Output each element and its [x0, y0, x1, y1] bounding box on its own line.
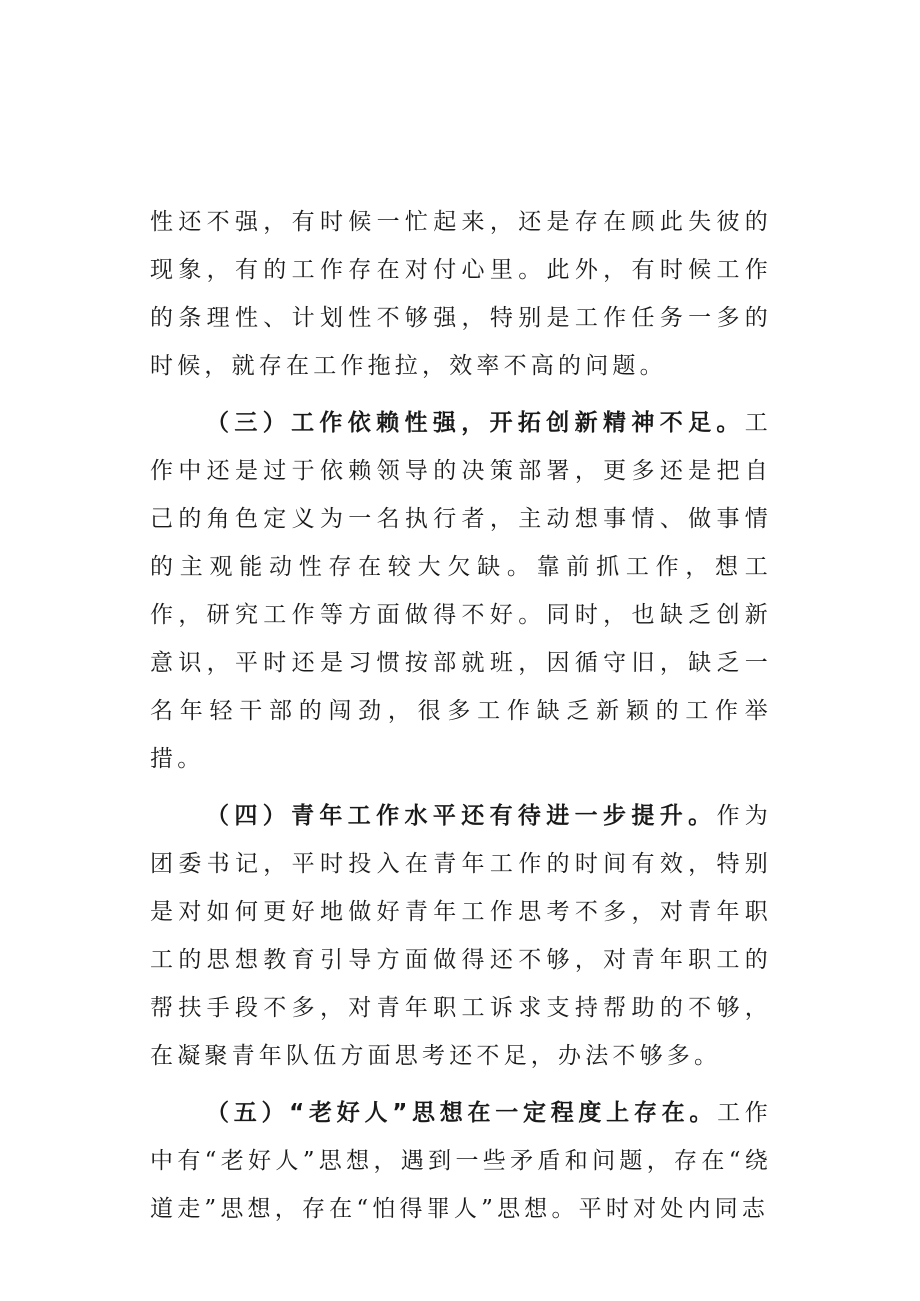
paragraph-section-3: [150, 399, 772, 783]
paragraph-text: 作为团委书记，平时投入在青年工作的时间有效，特别是对如何更好地做好青年工作思考不多，对青年职工的思想教育引导方面做得还不够，对青年职工的帮扶手段不多，对青年职工诉求支持帮助的不够，在凝聚青年队伍方面思考还不足，办法不够多。: [150, 803, 772, 1069]
section-heading-3: （三）工作依赖性强，开拓创新精神不足。: [206, 410, 745, 436]
paragraph-continuation: [150, 198, 772, 390]
paragraph-text: 性还不强，有时候一忙起来，还是存在顾此失彼的现象，有的工作存在对付心里。此外，有时候工作的条理性、计划性不够强，特别是工作任务一多的时候，就存在工作拖拉，效率不高的问题。: [150, 209, 772, 379]
paragraph-text: 工作中还是过于依赖领导的决策部署，更多还是把自己的角色定义为一名执行者，主动想事情、做事情的主观能动性存在较大欠缺。靠前抓工作，想工作，研究工作等方面做得不好。同时，也缺乏创新意识，平时还是习惯按部就班，因循守旧，缺乏一名年轻干部的闯劲，很多工作缺乏新颖的工作举措。: [150, 410, 772, 772]
paragraph-section-4: [150, 792, 772, 1080]
section-heading-4: （四）青年工作水平还有待进一步提升。: [206, 803, 717, 829]
paragraph-text: 工作中有“老好人”思想，遇到一些矛盾和问题，存在“绕道走”思想，存在“怕得罪人”思想。平时对处内同志: [150, 1100, 772, 1222]
section-heading-5: （五）“老好人”思想在一定程度上存在。: [206, 1100, 718, 1126]
paragraph-section-5: [150, 1089, 772, 1233]
document-body: [150, 198, 772, 1242]
